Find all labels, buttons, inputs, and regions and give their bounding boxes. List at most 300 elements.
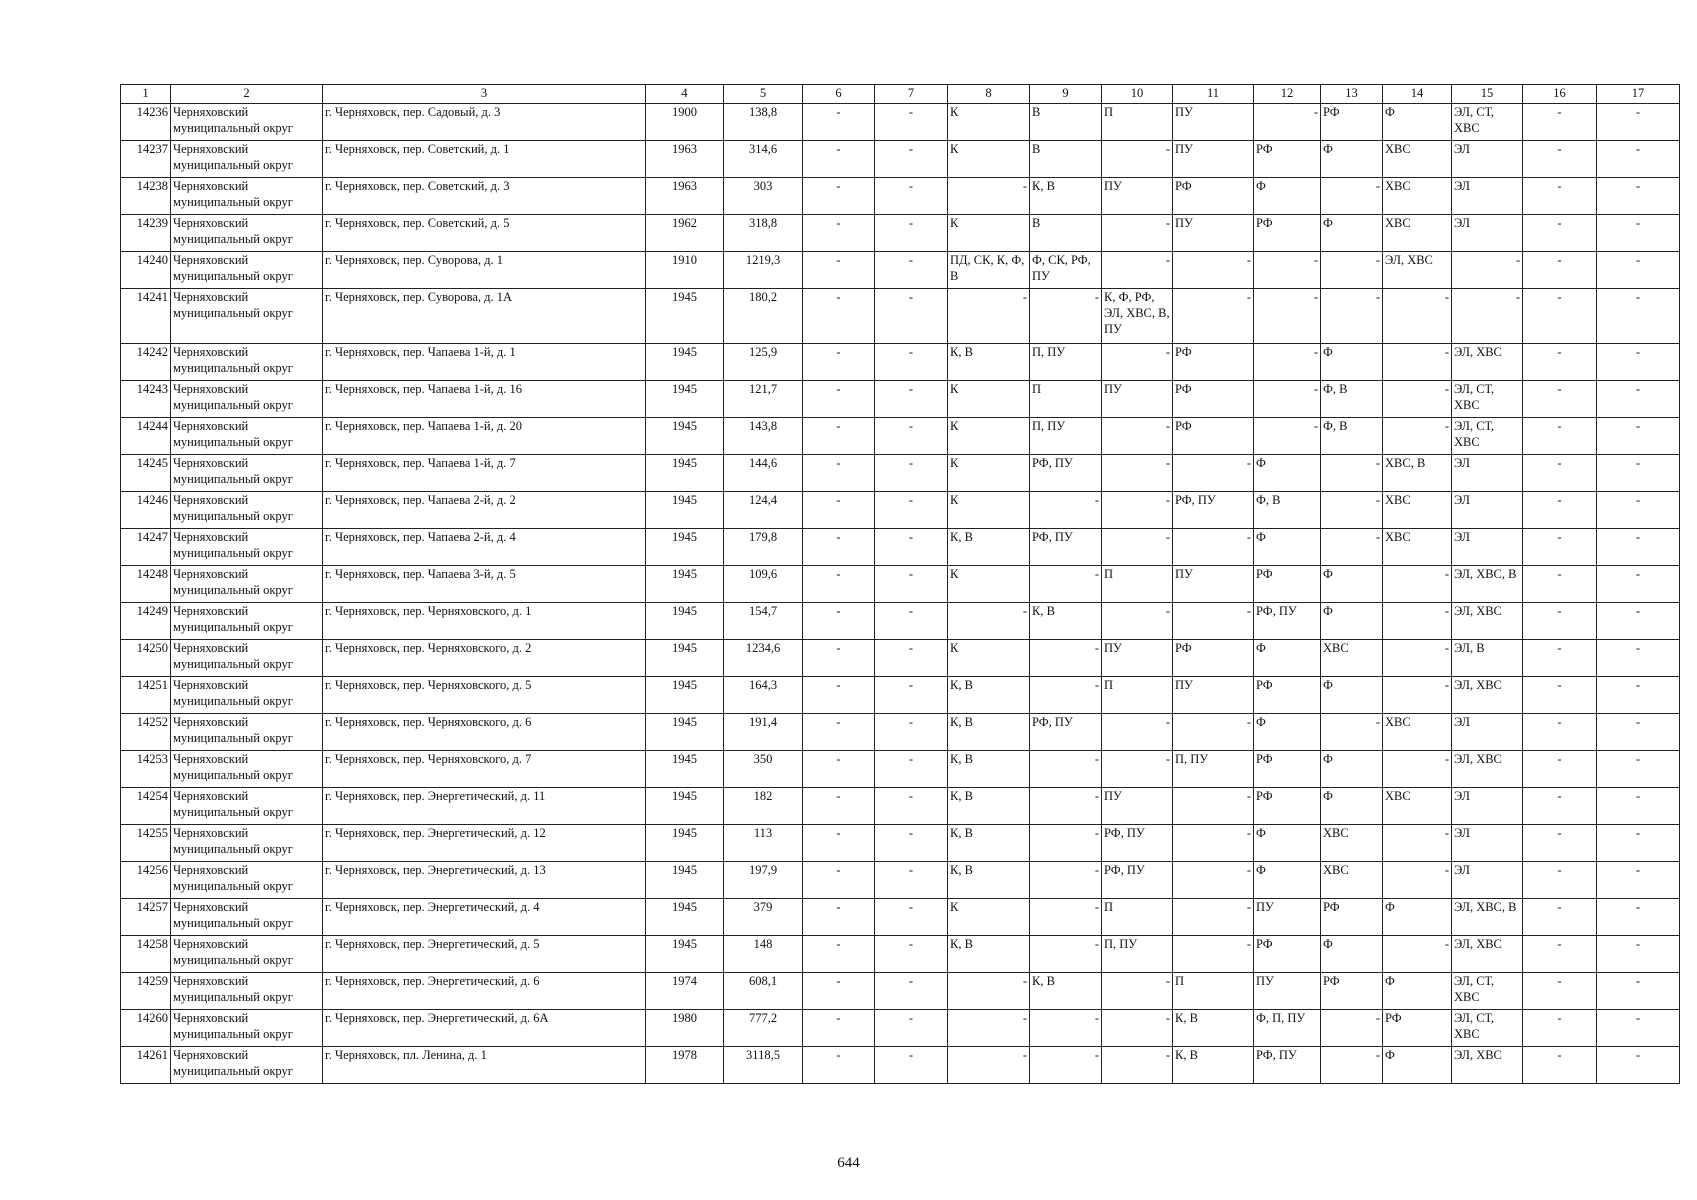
table-cell-col-3: г. Черняховск, пер. Энергетический, д. 6А (323, 1010, 646, 1047)
table-row (121, 215, 1680, 252)
table-cell-col-16: - (1523, 825, 1597, 862)
table-cell-col-15: ЭЛ (1452, 529, 1523, 566)
table-cell-col-10: - (1102, 418, 1173, 455)
table-cell-col-17: - (1597, 1010, 1680, 1047)
table-cell-col-6: - (803, 788, 875, 825)
table-cell-col-7: - (875, 141, 948, 178)
table-cell-col-14: Ф (1383, 1047, 1452, 1084)
table-cell-col-7: - (875, 603, 948, 640)
table-cell-col-9: - (1030, 640, 1102, 677)
register-table (120, 84, 1680, 1084)
table-cell-col-7: - (875, 973, 948, 1010)
table-cell-col-1: 14241 (121, 289, 171, 344)
table-row (121, 492, 1680, 529)
table-cell-col-4: 1962 (646, 215, 724, 252)
table-cell-col-2: Черняховский муниципальный округ (171, 381, 323, 418)
table-cell-col-8: - (948, 1010, 1030, 1047)
table-cell-col-11: РФ (1173, 344, 1254, 381)
table-cell-col-4: 1945 (646, 714, 724, 751)
table-cell-col-8: - (948, 603, 1030, 640)
table-row (121, 788, 1680, 825)
table-cell-col-2: Черняховский муниципальный округ (171, 344, 323, 381)
table-cell-col-15: ЭЛ, ХВС (1452, 751, 1523, 788)
table-cell-col-2: Черняховский муниципальный округ (171, 104, 323, 141)
column-header-2: 2 (171, 85, 323, 104)
column-header-12: 12 (1254, 85, 1321, 104)
table-cell-col-12: Ф (1254, 714, 1321, 751)
table-cell-col-14: - (1383, 289, 1452, 344)
table-cell-col-13: РФ (1321, 104, 1383, 141)
table-cell-col-2: Черняховский муниципальный округ (171, 751, 323, 788)
table-cell-col-9: - (1030, 1010, 1102, 1047)
table-row (121, 862, 1680, 899)
table-row (121, 141, 1680, 178)
table-cell-col-15: ЭЛ (1452, 178, 1523, 215)
table-cell-col-3: г. Черняховск, пер. Энергетический, д. 12 (323, 825, 646, 862)
table-cell-col-14: - (1383, 936, 1452, 973)
table-cell-col-11: - (1173, 862, 1254, 899)
table-cell-col-7: - (875, 640, 948, 677)
table-cell-col-13: - (1321, 289, 1383, 344)
table-cell-col-15: - (1452, 252, 1523, 289)
table-row (121, 455, 1680, 492)
table-cell-col-15: ЭЛ (1452, 141, 1523, 178)
column-header-7: 7 (875, 85, 948, 104)
table-cell-col-13: РФ (1321, 973, 1383, 1010)
column-header-1: 1 (121, 85, 171, 104)
table-cell-col-2: Черняховский муниципальный округ (171, 252, 323, 289)
table-cell-col-12: РФ (1254, 936, 1321, 973)
table-cell-col-14: Ф (1383, 973, 1452, 1010)
table-cell-col-16: - (1523, 640, 1597, 677)
table-row (121, 973, 1680, 1010)
table-cell-col-7: - (875, 492, 948, 529)
table-cell-col-2: Черняховский муниципальный округ (171, 788, 323, 825)
table-cell-col-3: г. Черняховск, пер. Чапаева 3-й, д. 5 (323, 566, 646, 603)
table-cell-col-6: - (803, 289, 875, 344)
column-header-3: 3 (323, 85, 646, 104)
table-cell-col-4: 1910 (646, 252, 724, 289)
table-cell-col-8: К (948, 418, 1030, 455)
table-cell-col-3: г. Черняховск, пер. Суворова, д. 1А (323, 289, 646, 344)
table-cell-col-16: - (1523, 289, 1597, 344)
table-cell-col-16: - (1523, 252, 1597, 289)
table-cell-col-11: П (1173, 973, 1254, 1010)
table-cell-col-4: 1945 (646, 492, 724, 529)
table-cell-col-16: - (1523, 215, 1597, 252)
table-row (121, 677, 1680, 714)
table-cell-col-5: 1219,3 (724, 252, 803, 289)
table-cell-col-14: - (1383, 751, 1452, 788)
table-cell-col-16: - (1523, 1010, 1597, 1047)
table-cell-col-2: Черняховский муниципальный округ (171, 215, 323, 252)
table-cell-col-12: Ф (1254, 640, 1321, 677)
table-cell-col-6: - (803, 751, 875, 788)
table-cell-col-11: ПУ (1173, 215, 1254, 252)
table-cell-col-5: 379 (724, 899, 803, 936)
table-cell-col-3: г. Черняховск, пер. Энергетический, д. 11 (323, 788, 646, 825)
table-cell-col-3: г. Черняховск, пер. Энергетический, д. 5 (323, 936, 646, 973)
table-cell-col-5: 125,9 (724, 344, 803, 381)
table-cell-col-7: - (875, 455, 948, 492)
column-header-11: 11 (1173, 85, 1254, 104)
table-cell-col-9: - (1030, 566, 1102, 603)
table-cell-col-14: - (1383, 381, 1452, 418)
table-cell-col-8: К, В (948, 714, 1030, 751)
table-cell-col-13: Ф (1321, 215, 1383, 252)
column-number-header-row (121, 85, 1680, 104)
table-cell-col-13: Ф (1321, 603, 1383, 640)
table-cell-col-12: ПУ (1254, 899, 1321, 936)
table-cell-col-16: - (1523, 862, 1597, 899)
table-cell-col-8: К, В (948, 751, 1030, 788)
table-cell-col-12: Ф (1254, 862, 1321, 899)
table-row (121, 899, 1680, 936)
table-cell-col-17: - (1597, 862, 1680, 899)
table-cell-col-15: ЭЛ (1452, 862, 1523, 899)
table-cell-col-10: - (1102, 751, 1173, 788)
table-cell-col-16: - (1523, 178, 1597, 215)
table-cell-col-5: 154,7 (724, 603, 803, 640)
table-cell-col-17: - (1597, 529, 1680, 566)
table-cell-col-17: - (1597, 455, 1680, 492)
table-cell-col-3: г. Черняховск, пер. Советский, д. 1 (323, 141, 646, 178)
table-row (121, 252, 1680, 289)
table-cell-col-8: К, В (948, 529, 1030, 566)
table-cell-col-5: 109,6 (724, 566, 803, 603)
table-cell-col-9: - (1030, 862, 1102, 899)
table-cell-col-7: - (875, 381, 948, 418)
table-cell-col-13: Ф, В (1321, 418, 1383, 455)
table-cell-col-1: 14249 (121, 603, 171, 640)
table-cell-col-10: - (1102, 344, 1173, 381)
table-cell-col-9: - (1030, 788, 1102, 825)
table-cell-col-14: ХВС (1383, 215, 1452, 252)
table-cell-col-15: ЭЛ, СТ, ХВС (1452, 381, 1523, 418)
table-cell-col-13: - (1321, 178, 1383, 215)
table-row (121, 714, 1680, 751)
table-cell-col-14: - (1383, 825, 1452, 862)
table-cell-col-16: - (1523, 141, 1597, 178)
table-cell-col-17: - (1597, 252, 1680, 289)
table-cell-col-5: 180,2 (724, 289, 803, 344)
table-cell-col-10: П (1102, 677, 1173, 714)
table-cell-col-2: Черняховский муниципальный округ (171, 677, 323, 714)
table-cell-col-7: - (875, 344, 948, 381)
table-cell-col-3: г. Черняховск, пер. Чапаева 1-й, д. 7 (323, 455, 646, 492)
table-cell-col-7: - (875, 1010, 948, 1047)
table-cell-col-10: П, ПУ (1102, 936, 1173, 973)
table-cell-col-17: - (1597, 825, 1680, 862)
table-cell-col-12: Ф (1254, 178, 1321, 215)
table-cell-col-5: 143,8 (724, 418, 803, 455)
table-cell-col-2: Черняховский муниципальный округ (171, 289, 323, 344)
table-cell-col-13: Ф (1321, 141, 1383, 178)
table-row (121, 640, 1680, 677)
table-cell-col-6: - (803, 344, 875, 381)
table-cell-col-4: 1945 (646, 603, 724, 640)
table-cell-col-10: ПУ (1102, 381, 1173, 418)
table-cell-col-15: ЭЛ, ХВС, В (1452, 566, 1523, 603)
table-cell-col-3: г. Черняховск, пер. Чапаева 2-й, д. 4 (323, 529, 646, 566)
table-cell-col-9: П, ПУ (1030, 418, 1102, 455)
table-cell-col-6: - (803, 677, 875, 714)
table-cell-col-13: - (1321, 252, 1383, 289)
table-cell-col-17: - (1597, 1047, 1680, 1084)
table-cell-col-2: Черняховский муниципальный округ (171, 529, 323, 566)
column-header-8: 8 (948, 85, 1030, 104)
table-cell-col-17: - (1597, 104, 1680, 141)
table-cell-col-7: - (875, 862, 948, 899)
table-cell-col-11: - (1173, 788, 1254, 825)
table-cell-col-7: - (875, 215, 948, 252)
table-cell-col-6: - (803, 455, 875, 492)
table-cell-col-8: К, В (948, 825, 1030, 862)
table-cell-col-16: - (1523, 492, 1597, 529)
table-cell-col-16: - (1523, 455, 1597, 492)
table-cell-col-15: ЭЛ, СТ, ХВС (1452, 418, 1523, 455)
table-cell-col-4: 1963 (646, 141, 724, 178)
table-cell-col-13: - (1321, 455, 1383, 492)
table-cell-col-6: - (803, 1047, 875, 1084)
table-row (121, 289, 1680, 344)
table-cell-col-6: - (803, 252, 875, 289)
table-cell-col-11: - (1173, 714, 1254, 751)
table-cell-col-5: 197,9 (724, 862, 803, 899)
table-cell-col-3: г. Черняховск, пер. Энергетический, д. 13 (323, 862, 646, 899)
table-cell-col-2: Черняховский муниципальный округ (171, 973, 323, 1010)
table-cell-col-8: К (948, 899, 1030, 936)
table-row (121, 603, 1680, 640)
table-cell-col-11: ПУ (1173, 566, 1254, 603)
table-cell-col-13: ХВС (1321, 825, 1383, 862)
table-cell-col-10: РФ, ПУ (1102, 825, 1173, 862)
table-cell-col-8: К (948, 104, 1030, 141)
table-cell-col-1: 14245 (121, 455, 171, 492)
table-cell-col-4: 1945 (646, 455, 724, 492)
table-cell-col-11: РФ (1173, 381, 1254, 418)
table-cell-col-14: - (1383, 677, 1452, 714)
table-row (121, 418, 1680, 455)
table-cell-col-5: 164,3 (724, 677, 803, 714)
table-cell-col-8: К, В (948, 344, 1030, 381)
table-cell-col-3: г. Черняховск, пер. Черняховского, д. 5 (323, 677, 646, 714)
table-cell-col-16: - (1523, 104, 1597, 141)
table-cell-col-8: К (948, 640, 1030, 677)
table-cell-col-17: - (1597, 418, 1680, 455)
table-cell-col-8: К, В (948, 677, 1030, 714)
table-cell-col-15: - (1452, 289, 1523, 344)
table-cell-col-1: 14244 (121, 418, 171, 455)
table-cell-col-14: - (1383, 603, 1452, 640)
table-cell-col-16: - (1523, 751, 1597, 788)
table-cell-col-11: РФ, ПУ (1173, 492, 1254, 529)
page-number: 644 (837, 1155, 860, 1171)
table-cell-col-12: РФ (1254, 751, 1321, 788)
table-cell-col-7: - (875, 751, 948, 788)
table-cell-col-11: - (1173, 455, 1254, 492)
table-cell-col-9: П (1030, 381, 1102, 418)
table-cell-col-10: П (1102, 566, 1173, 603)
table-cell-col-11: К, В (1173, 1047, 1254, 1084)
table-cell-col-2: Черняховский муниципальный округ (171, 141, 323, 178)
table-cell-col-6: - (803, 178, 875, 215)
table-cell-col-4: 1900 (646, 104, 724, 141)
table-cell-col-12: ПУ (1254, 973, 1321, 1010)
table-cell-col-9: РФ, ПУ (1030, 529, 1102, 566)
table-cell-col-2: Черняховский муниципальный округ (171, 603, 323, 640)
table-cell-col-10: - (1102, 529, 1173, 566)
table-cell-col-14: РФ (1383, 1010, 1452, 1047)
table-cell-col-5: 318,8 (724, 215, 803, 252)
table-cell-col-6: - (803, 492, 875, 529)
table-cell-col-4: 1945 (646, 529, 724, 566)
table-cell-col-6: - (803, 381, 875, 418)
table-cell-col-10: - (1102, 215, 1173, 252)
table-cell-col-17: - (1597, 936, 1680, 973)
table-cell-col-14: ХВС (1383, 178, 1452, 215)
table-cell-col-10: - (1102, 973, 1173, 1010)
table-cell-col-10: П (1102, 899, 1173, 936)
table-cell-col-8: - (948, 973, 1030, 1010)
table-cell-col-17: - (1597, 215, 1680, 252)
table-cell-col-15: ЭЛ (1452, 714, 1523, 751)
table-row (121, 751, 1680, 788)
table-cell-col-15: ЭЛ, ХВС (1452, 936, 1523, 973)
table-cell-col-11: РФ (1173, 178, 1254, 215)
column-header-16: 16 (1523, 85, 1597, 104)
table-cell-col-8: К (948, 566, 1030, 603)
table-cell-col-9: - (1030, 751, 1102, 788)
table-cell-col-15: ЭЛ (1452, 215, 1523, 252)
table-row (121, 529, 1680, 566)
table-cell-col-2: Черняховский муниципальный округ (171, 862, 323, 899)
table-cell-col-11: ПУ (1173, 141, 1254, 178)
table-cell-col-4: 1945 (646, 825, 724, 862)
column-header-6: 6 (803, 85, 875, 104)
table-cell-col-11: РФ (1173, 418, 1254, 455)
table-cell-col-5: 124,4 (724, 492, 803, 529)
table-cell-col-8: К (948, 381, 1030, 418)
table-cell-col-11: ПУ (1173, 104, 1254, 141)
table-cell-col-17: - (1597, 973, 1680, 1010)
table-cell-col-9: - (1030, 825, 1102, 862)
table-cell-col-8: К, В (948, 788, 1030, 825)
table-cell-col-4: 1945 (646, 381, 724, 418)
table-cell-col-12: Ф (1254, 455, 1321, 492)
table-cell-col-9: В (1030, 141, 1102, 178)
table-cell-col-5: 608,1 (724, 973, 803, 1010)
table-cell-col-16: - (1523, 714, 1597, 751)
table-cell-col-6: - (803, 418, 875, 455)
table-cell-col-3: г. Черняховск, пер. Чапаева 1-й, д. 16 (323, 381, 646, 418)
table-cell-col-5: 314,6 (724, 141, 803, 178)
table-cell-col-2: Черняховский муниципальный округ (171, 714, 323, 751)
table-cell-col-9: - (1030, 492, 1102, 529)
table-cell-col-9: РФ, ПУ (1030, 455, 1102, 492)
table-cell-col-6: - (803, 640, 875, 677)
table-cell-col-7: - (875, 788, 948, 825)
table-cell-col-14: - (1383, 640, 1452, 677)
table-cell-col-12: РФ (1254, 788, 1321, 825)
table-cell-col-11: - (1173, 899, 1254, 936)
table-cell-col-17: - (1597, 603, 1680, 640)
column-header-13: 13 (1321, 85, 1383, 104)
table-cell-col-5: 350 (724, 751, 803, 788)
table-cell-col-4: 1945 (646, 936, 724, 973)
table-cell-col-12: РФ (1254, 566, 1321, 603)
table-cell-col-13: РФ (1321, 899, 1383, 936)
table-cell-col-14: - (1383, 418, 1452, 455)
table-cell-col-1: 14259 (121, 973, 171, 1010)
column-header-4: 4 (646, 85, 724, 104)
table-cell-col-13: Ф (1321, 677, 1383, 714)
table-cell-col-15: ЭЛ, СТ, ХВС (1452, 104, 1523, 141)
table-cell-col-8: К (948, 492, 1030, 529)
table-cell-col-10: - (1102, 1010, 1173, 1047)
table-cell-col-3: г. Черняховск, пер. Суворова, д. 1 (323, 252, 646, 289)
table-cell-col-2: Черняховский муниципальный округ (171, 1010, 323, 1047)
table-cell-col-16: - (1523, 603, 1597, 640)
table-cell-col-12: Ф (1254, 529, 1321, 566)
table-cell-col-14: - (1383, 344, 1452, 381)
table-cell-col-17: - (1597, 751, 1680, 788)
table-cell-col-3: г. Черняховск, пер. Советский, д. 5 (323, 215, 646, 252)
table-cell-col-4: 1978 (646, 1047, 724, 1084)
table-row (121, 1047, 1680, 1084)
table-cell-col-3: г. Черняховск, пер. Черняховского, д. 7 (323, 751, 646, 788)
table-cell-col-6: - (803, 141, 875, 178)
table-cell-col-2: Черняховский муниципальный округ (171, 566, 323, 603)
table-cell-col-15: ЭЛ, ХВС (1452, 603, 1523, 640)
table-cell-col-3: г. Черняховск, пер. Энергетический, д. 4 (323, 899, 646, 936)
table-cell-col-7: - (875, 289, 948, 344)
table-cell-col-7: - (875, 899, 948, 936)
table-cell-col-2: Черняховский муниципальный округ (171, 899, 323, 936)
table-cell-col-2: Черняховский муниципальный округ (171, 1047, 323, 1084)
table-row (121, 566, 1680, 603)
table-cell-col-7: - (875, 178, 948, 215)
table-cell-col-10: - (1102, 492, 1173, 529)
table-cell-col-13: - (1321, 529, 1383, 566)
table-cell-col-17: - (1597, 566, 1680, 603)
table-cell-col-4: 1980 (646, 1010, 724, 1047)
table-cell-col-1: 14237 (121, 141, 171, 178)
table-cell-col-6: - (803, 936, 875, 973)
table-cell-col-16: - (1523, 1047, 1597, 1084)
table-cell-col-6: - (803, 825, 875, 862)
table-cell-col-10: ПУ (1102, 640, 1173, 677)
table-cell-col-5: 303 (724, 178, 803, 215)
table-cell-col-12: РФ (1254, 215, 1321, 252)
table-cell-col-3: г. Черняховск, пер. Энергетический, д. 6 (323, 973, 646, 1010)
table-cell-col-3: г. Черняховск, пер. Советский, д. 3 (323, 178, 646, 215)
table-row (121, 178, 1680, 215)
table-cell-col-1: 14247 (121, 529, 171, 566)
table-cell-col-17: - (1597, 492, 1680, 529)
table-cell-col-10: - (1102, 252, 1173, 289)
table-cell-col-1: 14246 (121, 492, 171, 529)
table-cell-col-1: 14238 (121, 178, 171, 215)
table-cell-col-5: 148 (724, 936, 803, 973)
table-cell-col-6: - (803, 899, 875, 936)
table-cell-col-5: 182 (724, 788, 803, 825)
table-cell-col-9: Ф, СК, РФ, ПУ (1030, 252, 1102, 289)
table-cell-col-6: - (803, 862, 875, 899)
table-cell-col-9: - (1030, 677, 1102, 714)
table-cell-col-5: 191,4 (724, 714, 803, 751)
table-cell-col-1: 14257 (121, 899, 171, 936)
